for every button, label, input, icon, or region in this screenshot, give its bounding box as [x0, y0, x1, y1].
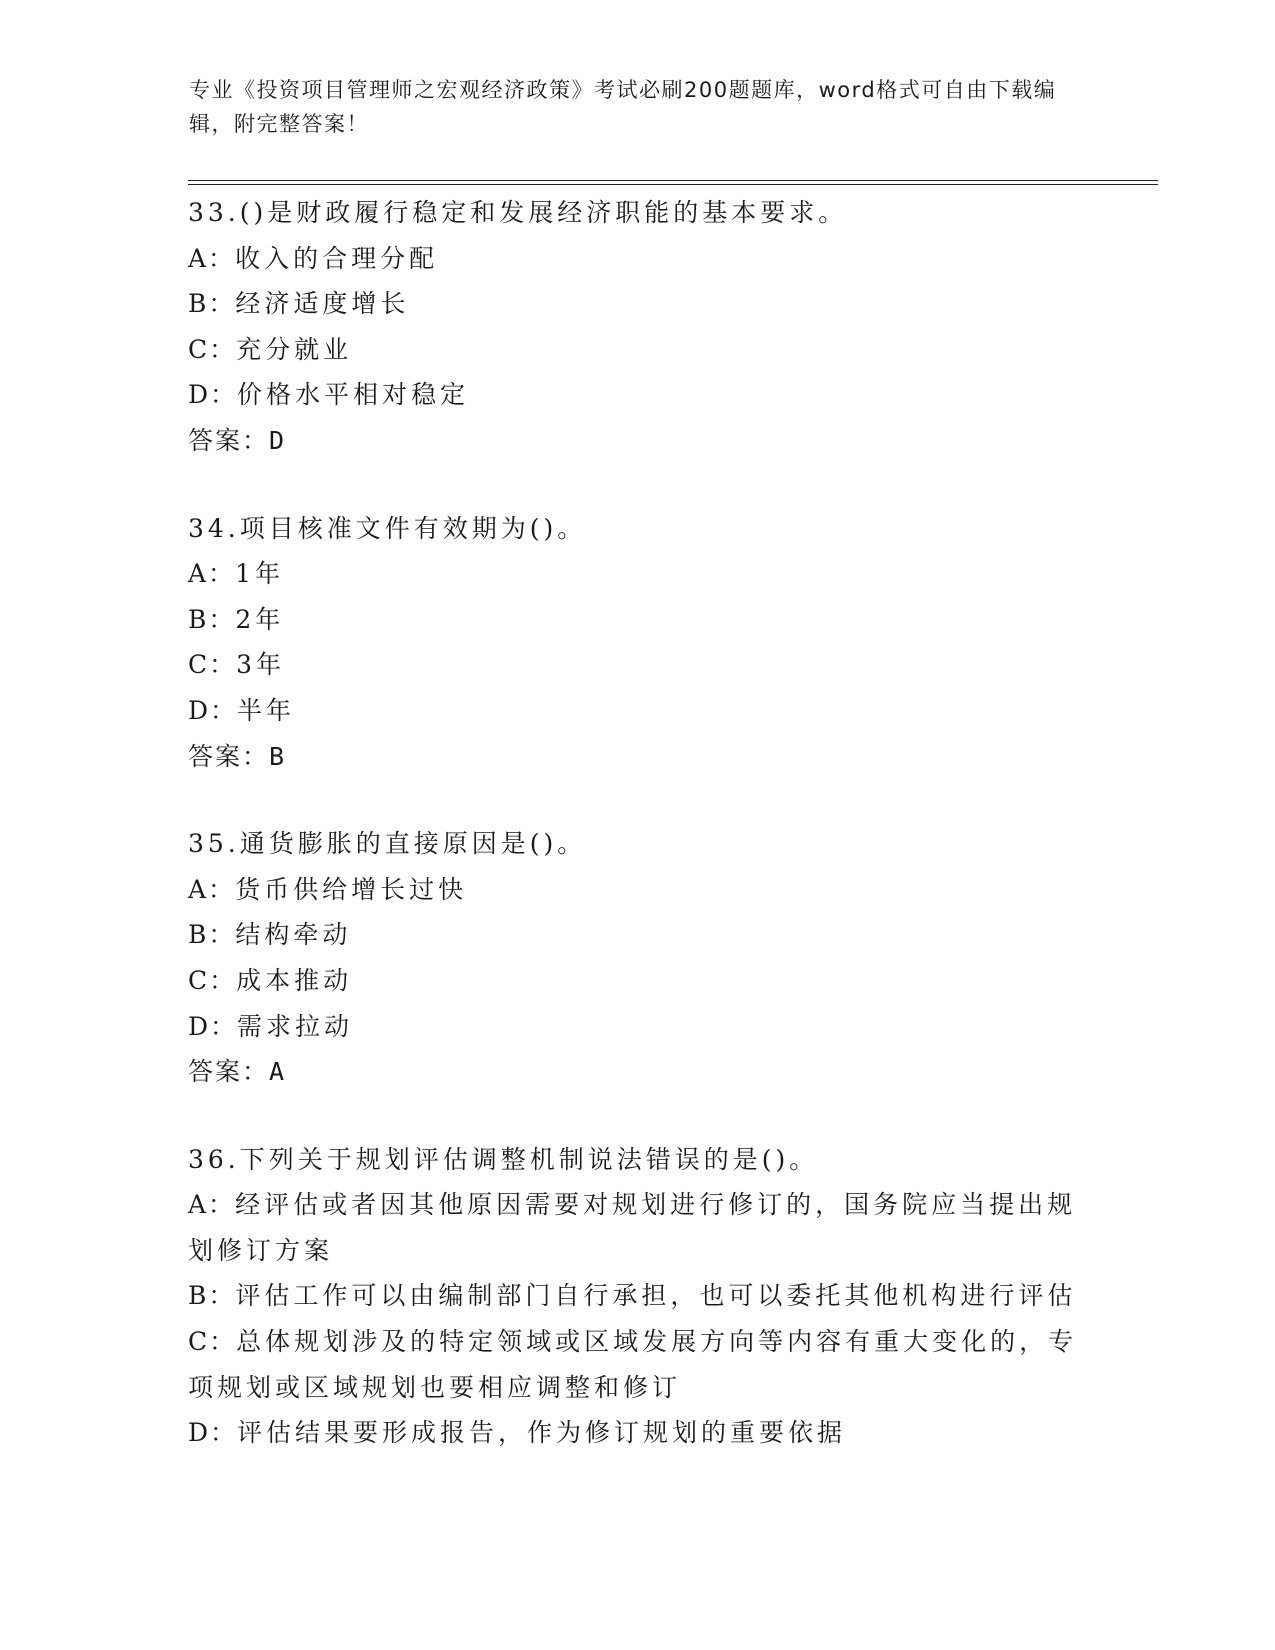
- option-d: [188, 372, 1088, 418]
- question-33: [188, 190, 1088, 464]
- question-stem: 34.项目核准文件有效期为()。: [188, 513, 587, 543]
- option-text: 经评估或者因其他原因需要对规划进行修订的，国务院应当提出规划修订方案: [188, 1190, 1077, 1265]
- option-a: [188, 551, 1088, 597]
- option-a: [188, 236, 1088, 282]
- document-header: 专业《投资项目管理师之宏观经济政策》考试必刷200题题库，word格式可自由下载编辑，附完整答案！: [189, 78, 1057, 136]
- option-label: D：: [188, 695, 238, 725]
- option-text: 总体规划涉及的特定领域或区域发展方向等内容有重大变化的，专项规划或区域规划也要相应调整和修订: [188, 1327, 1078, 1402]
- option-text: 充分就业: [236, 334, 353, 364]
- option-text: 评估结果要形成报告，作为修订规划的重要依据: [237, 1418, 847, 1448]
- option-text: 结构牵动: [235, 920, 352, 950]
- option-label: C：: [188, 1327, 237, 1357]
- answer-value: D: [269, 425, 287, 455]
- option-label: B：: [188, 1281, 236, 1311]
- question-36: [188, 1137, 1088, 1456]
- option-label: C：: [188, 650, 237, 680]
- answer-label: 答案：: [188, 741, 270, 771]
- answer-value: A: [269, 1057, 287, 1087]
- option-label: B：: [188, 920, 236, 950]
- answer-line: [188, 1049, 1088, 1095]
- option-text: 半年: [237, 695, 296, 725]
- option-label: C：: [188, 965, 237, 995]
- option-c: [188, 1319, 1088, 1410]
- question-list: [188, 190, 1088, 1498]
- question-35: [188, 821, 1088, 1095]
- header-divider-bottom: [188, 184, 1158, 185]
- question-stem: 35.通货膨胀的直接原因是()。: [188, 829, 587, 859]
- option-b: [188, 597, 1088, 643]
- option-text: 3年: [236, 650, 286, 680]
- option-b: [188, 912, 1088, 958]
- option-text: 需求拉动: [237, 1011, 354, 1041]
- option-b: [188, 1273, 1088, 1319]
- option-text: 1年: [235, 559, 284, 589]
- option-label: D：: [188, 1011, 238, 1041]
- option-a: [188, 867, 1088, 913]
- answer-line: [188, 418, 1088, 464]
- answer-label: 答案：: [188, 425, 270, 455]
- option-label: B：: [188, 289, 236, 319]
- question-stem: 36.下列关于规划评估调整机制说法错误的是()。: [188, 1144, 819, 1174]
- option-text: 成本推动: [236, 965, 353, 995]
- option-c: [188, 958, 1088, 1004]
- question-34: [188, 506, 1088, 780]
- option-label: D：: [188, 1418, 238, 1448]
- option-b: [188, 281, 1088, 327]
- answer-line: [188, 734, 1088, 780]
- option-d: [188, 1410, 1088, 1456]
- option-label: A：: [188, 874, 236, 904]
- option-text: 货币供给增长过快: [235, 874, 468, 904]
- option-c: [188, 642, 1088, 688]
- option-a: [188, 1182, 1088, 1273]
- option-text: 收入的合理分配: [235, 243, 439, 273]
- option-label: C：: [188, 334, 237, 364]
- option-c: [188, 327, 1088, 373]
- option-d: [188, 688, 1088, 734]
- option-label: A：: [188, 1190, 236, 1220]
- answer-value: B: [269, 741, 287, 771]
- option-label: B：: [188, 604, 236, 634]
- option-label: A：: [188, 243, 236, 273]
- option-text: 评估工作可以由编制部门自行承担，也可以委托其他机构进行评估: [235, 1281, 1077, 1311]
- option-d: [188, 1004, 1088, 1050]
- option-text: 2年: [235, 604, 285, 634]
- option-label: D：: [188, 380, 238, 410]
- option-label: A：: [188, 559, 236, 589]
- option-text: 价格水平相对稳定: [237, 380, 470, 410]
- answer-label: 答案：: [188, 1057, 270, 1087]
- header-divider-top: [188, 180, 1158, 181]
- question-stem: 33.()是财政履行稳定和发展经济职能的基本要求。: [188, 198, 848, 227]
- option-text: 经济适度增长: [235, 289, 410, 319]
